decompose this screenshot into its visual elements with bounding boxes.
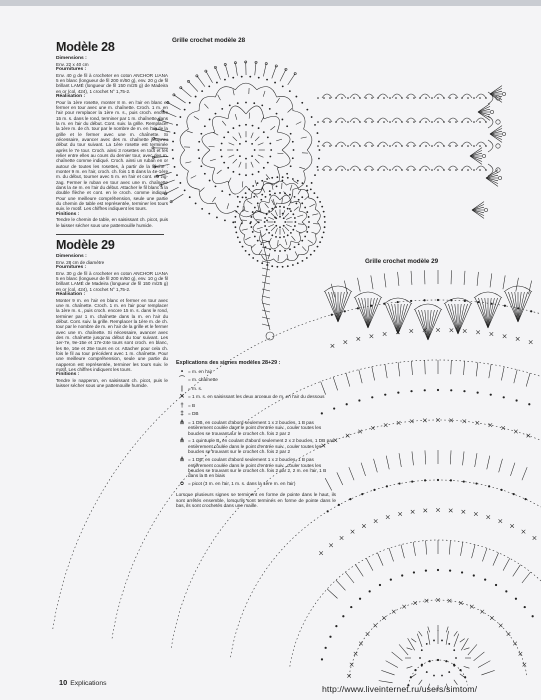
legend-item: | = m. s.: [176, 386, 336, 392]
legend-item: ⋔ = 1 DB, en coulant d'abord seulement 1 x 2 boucles, 1 B pas entièrement coulée dans le point d'entrée suiv., couler toutes les boucles se trouvant sur le crochet ch. fois 2 par 2: [176, 420, 336, 436]
double-treble-symbol-icon: ‡: [180, 411, 184, 418]
single-crochet-symbol-icon: |: [181, 385, 183, 392]
grid-28-title: Grille crochet modèle 28: [172, 37, 246, 44]
legend-item: ⋔ = 1 DB, en coulant d'abord seulement 1 x 2 boucles, 1 B pas entièrement coulée dans le point d'entrée suiv., couler toutes les boucles se trouvant sur le crochet ch. fois 2 par 2, 2 m. en l'air, 1 B dans la B en biais: [176, 457, 336, 479]
model-29-supplies-label: Fournitures :: [56, 264, 87, 270]
legend-item: ✕ = 1 m. s. en saisissant les deux arceaux de m. en l'air du dessous: [176, 394, 336, 400]
legend-item: ᴑ = picot (3 m. en l'air, 1 m. s. dans la 1ère m. en l'air): [176, 481, 336, 487]
chain-symbol-icon: •: [180, 368, 184, 375]
footer-label: Explications: [70, 680, 107, 687]
model-28-method-label: Réalisation :: [56, 93, 86, 99]
legend-item: ⋔ = 1 quintuple B, en coulant d'abord seulement 2 x 2 boucles, 1 DB pas entièrement coulée dans le point d'entrée suiv., couler toutes les boucles se trouvant sur le crochet ch. fois 2 par 2: [176, 438, 336, 454]
legend-item: • = m. en l'air: [176, 369, 336, 375]
model-28-dimensions-label: Dimensions :: [56, 56, 87, 61]
symbols-legend: [176, 360, 336, 508]
model-29-dimensions: Env. 28 cm de diamètre: [56, 259, 105, 265]
model-28-dimensions: Env. 22 x 40 cm: [56, 61, 89, 67]
legend-title: Explications des signes modèles 28+29 :: [176, 360, 281, 366]
legend-list: [176, 369, 336, 488]
model-28-title: Modèle 28: [56, 40, 115, 54]
legend-item: ⌒ = m. chaînette: [176, 377, 336, 383]
model-29-finishing-label: Finitions :: [56, 372, 80, 378]
model-28-finishing: Tendre le chemin de table, en saisissant ch. picot, puis le laisser sécher sous une pattemouille humide.: [56, 217, 168, 228]
model-29-method-label: Réalisation :: [56, 291, 86, 297]
quintuple-cluster-symbol-icon: ⋔: [179, 438, 185, 445]
legend-item: † = B: [176, 403, 336, 409]
cluster-symbol-icon: ⋔: [179, 419, 185, 426]
model-29-supplies: Env. 30 g de fil à crocheter en coton ANCHOR LIANA 5 en blanc (longueur de fil 200 m/50 g), env. 10 g de fil brillant LAMÉ de Madeira (longueur de fil 150 m/25 g) en or (col. 424), 1 crochet N° 1,75-2.: [56, 270, 168, 292]
model-28-supplies-label: Fournitures :: [56, 66, 87, 72]
source-watermark: http://www.liveinternet.ru/users/simtom/: [322, 684, 478, 694]
legend-note: Lorsque plusieurs signes se terminent en forme de pointe dans le haut, ils sont arrêtés ensemble, lorsqu'ils sont terminés en forme de pointe dans le bas, ils sont crochetés dans une maille.: [176, 492, 336, 509]
grid-29-title: Grille crochet modèle 29: [365, 258, 439, 265]
cross-stitch-symbol-icon: ✕: [179, 394, 185, 401]
model-29-dimensions-label: Dimensions :: [56, 254, 87, 259]
crossed-cluster-symbol-icon: ⋔: [179, 457, 185, 464]
treble-symbol-icon: †: [180, 402, 184, 409]
model-29-method: Monter 9 m. en l'air en blanc et fermer en tour avec une m. chaînette. Croch. 1 m. en l'air pour remplacer la 1ère m. s., puis croch. encore 15 m. s. dans le rond, terminer par 1 m. chaînette dans la m. en l'air du début. Cont. suiv. la grille. Remplacer la 1ère m. de ch. tour par le nombre de m. en l'air de la grille et le fermer avec une m. chaînette. Si nécessaire, avancer avec des m. chaînette jusqu'au début du tour suivant. Les 1er-7e, 9e-15e et 17e-24e tours sont croch. en blanc, les 8e, 16e et 25e tours en or. Attacher pour cela ch. fois le fil au tour précédent avec 1 m. chaînette. Pour une meilleure compréhension, seule une partie du napperon est représentée, terminer les tours suiv. le motif. Les chiffres indiquent les tours.: [56, 297, 168, 372]
page-footer: [59, 678, 107, 687]
model-29-title: Modèle 29: [56, 238, 115, 252]
picot-symbol-icon: ᴑ: [180, 481, 184, 488]
model-28-method: Pour la 1ère rosette, monter 8 m. en l'air en blanc et fermer en tour avec une m. chaînette. Croch. 1 m. en l'air pour remplacer la 1ère m. s., puis croch. encore 15 m. s. dans le rond, terminer par 1 m. chaînette dans la m. en l'air du début. Cont. suiv. la grille. Remplacer la 1ère m. de ch. tour par le nombre de m. en l'air de la grille et le fermer avec une m. chaînette. Si nécessaire, avancer avec des m. chaînette jusqu'au début du tour suivant. La 1ère rosette est terminée après le 7e tour. Croch. ainsi 3 rosettes en tout et les relier entre elles au cours du dernier tour, avec des m. chaînette comme indiqué. Croch. ainsi un ruban en or autour de toutes les rosettes, à partir de la flèche : monter 9 m. en l'air, croch. ch. fois 1 B dans la 4e-1ère m. du début, tourner avec 5 m. en l'air et cont. en zig-zag. Fermer le ruban en tour avec une m. chaînette dans la 4e m. en l'air du début. Attacher le fil blanc à la double flèche et cont. en le croch. comme indiqué. Pour une meilleure compréhension, seule une partie du chemin de table est représentée, terminer les tours suiv. le motif. Les chiffres indiquent les tours.: [56, 99, 168, 212]
legend-item: ‡ = DB: [176, 411, 336, 417]
model-28-supplies: Env. 40 g de fil à crocheter en coton ANCHOR LIANA 5 en blanc (longueur de fil 200 m/50 g), env. 20 g de fil brillant LAMÉ (longueur de fil 150 m/25 g) de Madeira en or (col. 424), 1 crochet N° 1,75-2.: [56, 72, 168, 94]
page-number: 10: [59, 678, 68, 687]
slip-stitch-symbol-icon: ⌒: [178, 377, 185, 384]
model-29-finishing: Tendre le napperon, en saisissant ch. picot, puis le laisser sécher sous une pattemouille humide.: [56, 377, 168, 389]
model-28-finishing-label: Finitions :: [56, 211, 80, 217]
